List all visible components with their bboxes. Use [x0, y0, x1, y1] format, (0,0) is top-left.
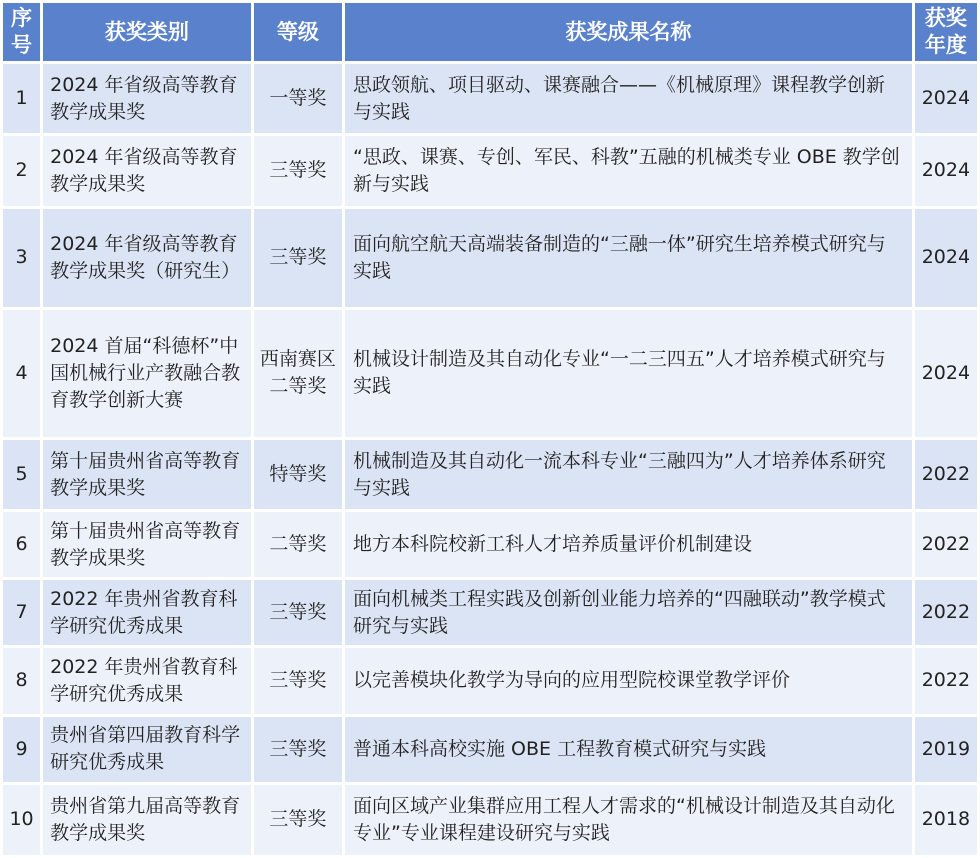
cell-category: 2024 年省级高等教育教学成果奖	[43, 64, 251, 133]
header-title: 获奖成果名称	[345, 3, 912, 61]
cell-title: 面向航空航天高端装备制造的“三融一体”研究生培养模式研究与实践	[345, 209, 912, 307]
cell-category: 2024 年省级高等教育教学成果奖	[43, 136, 251, 205]
cell-level: 三等奖	[254, 136, 342, 205]
cell-title: 以完善模块化教学为导向的应用型院校课堂教学评价	[345, 648, 912, 713]
cell-year: 2019	[915, 717, 977, 782]
cell-level: 三等奖	[254, 648, 342, 713]
table-row	[3, 310, 977, 437]
cell-year: 2024	[915, 64, 977, 133]
cell-year: 2022	[915, 648, 977, 713]
cell-title: 机械制造及其自动化一流本科专业“三融四为”人才培养体系研究与实践	[345, 440, 912, 509]
cell-title: “思政、课赛、专创、军民、科教”五融的机械类专业 OBE 教学创新与实践	[345, 136, 912, 205]
table-row	[3, 64, 977, 133]
cell-no: 6	[3, 512, 40, 577]
cell-level: 西南赛区二等奖	[254, 310, 342, 437]
cell-year: 2022	[915, 580, 977, 645]
cell-year: 2024	[915, 310, 977, 437]
table-row	[3, 648, 977, 713]
cell-level: 一等奖	[254, 64, 342, 133]
cell-year: 2018	[915, 785, 977, 855]
cell-category: 2022 年贵州省教育科学研究优秀成果	[43, 580, 251, 645]
cell-category: 2024 首届“科德杯”中国机械行业产教融合教育教学创新大赛	[43, 310, 251, 437]
cell-level: 三等奖	[254, 785, 342, 855]
cell-title: 面向机械类工程实践及创新创业能力培养的“四融联动”教学模式研究与实践	[345, 580, 912, 645]
header-no: 序号	[3, 3, 40, 61]
header-row	[3, 3, 977, 61]
table-row	[3, 580, 977, 645]
cell-category: 2022 年贵州省教育科学研究优秀成果	[43, 648, 251, 713]
header-category: 获奖类别	[43, 3, 251, 61]
table-row	[3, 209, 977, 307]
cell-no: 7	[3, 580, 40, 645]
cell-title: 地方本科院校新工科人才培养质量评价机制建设	[345, 512, 912, 577]
cell-no: 1	[3, 64, 40, 133]
cell-year: 2022	[915, 512, 977, 577]
header-year: 获奖年度	[915, 3, 977, 61]
cell-title: 面向区域产业集群应用工程人才需求的“机械设计制造及其自动化专业”专业课程建设研究与实践	[345, 785, 912, 855]
cell-level: 三等奖	[254, 717, 342, 782]
cell-category: 贵州省第四届教育科学研究优秀成果	[43, 717, 251, 782]
cell-no: 5	[3, 440, 40, 509]
table-row	[3, 136, 977, 205]
cell-no: 4	[3, 310, 40, 437]
header-level: 等级	[254, 3, 342, 61]
cell-title: 机械设计制造及其自动化专业“一二三四五”人才培养模式研究与实践	[345, 310, 912, 437]
cell-no: 9	[3, 717, 40, 782]
cell-no: 8	[3, 648, 40, 713]
cell-year: 2024	[915, 136, 977, 205]
cell-no: 3	[3, 209, 40, 307]
cell-title: 思政领航、项目驱动、课赛融合——《机械原理》课程教学创新与实践	[345, 64, 912, 133]
table-row	[3, 512, 977, 577]
cell-category: 第十届贵州省高等教育教学成果奖	[43, 440, 251, 509]
cell-category: 第十届贵州省高等教育教学成果奖	[43, 512, 251, 577]
cell-level: 特等奖	[254, 440, 342, 509]
cell-year: 2024	[915, 209, 977, 307]
cell-no: 2	[3, 136, 40, 205]
cell-no: 10	[3, 785, 40, 855]
table-row	[3, 440, 977, 509]
cell-year: 2022	[915, 440, 977, 509]
cell-category: 贵州省第九届高等教育教学成果奖	[43, 785, 251, 855]
cell-level: 三等奖	[254, 580, 342, 645]
cell-category: 2024 年省级高等教育教学成果奖（研究生）	[43, 209, 251, 307]
cell-level: 二等奖	[254, 512, 342, 577]
cell-level: 三等奖	[254, 209, 342, 307]
table-row	[3, 717, 977, 782]
cell-title: 普通本科高校实施 OBE 工程教育模式研究与实践	[345, 717, 912, 782]
table-row	[3, 785, 977, 855]
